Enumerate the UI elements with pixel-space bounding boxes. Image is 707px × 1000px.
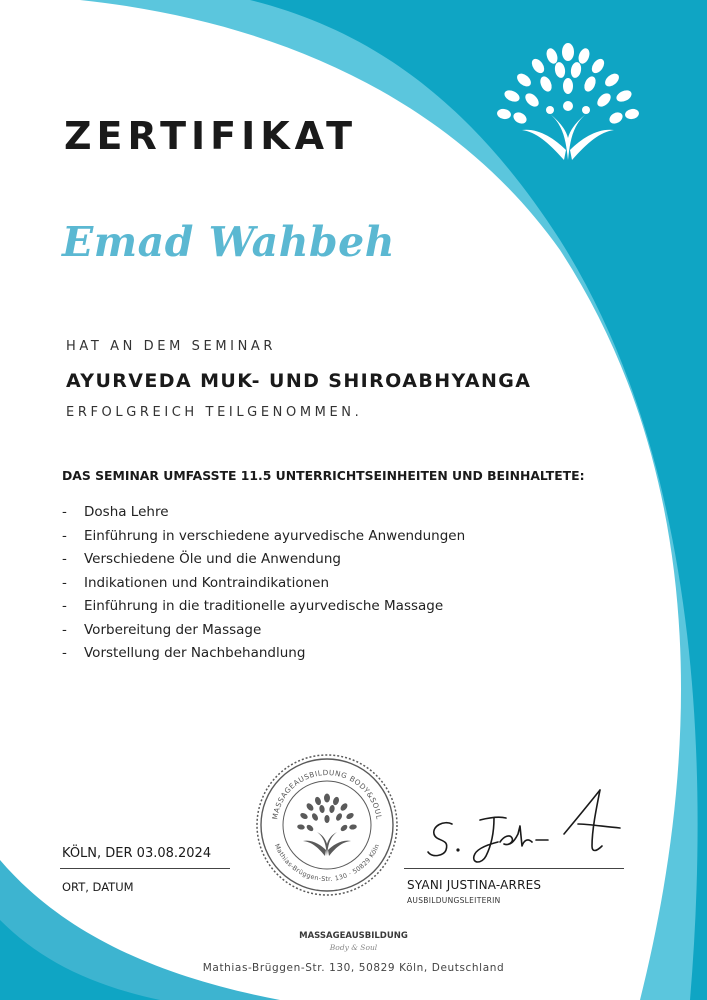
footer-brand: MASSAGEAUSBILDUNG bbox=[299, 931, 408, 941]
footer-tagline: Body & Soul bbox=[329, 943, 378, 952]
list-item bbox=[62, 622, 465, 646]
topic-text: Einführung in verschiedene ayurvedische Anwendungen bbox=[84, 527, 466, 544]
topic-text: Verschiedene Öle und die Anwendung bbox=[84, 551, 341, 567]
stamp-bottom-text: Mathias-Brüggen-Str. 130 · 50829 Köln bbox=[272, 842, 382, 884]
footer-address: Mathias-Brüggen-Str. 130, 50829 Köln, Deutschland bbox=[202, 962, 505, 974]
list-bullet: - bbox=[62, 574, 67, 591]
tree-of-life-icon bbox=[488, 42, 648, 162]
topic-list bbox=[62, 504, 465, 669]
signer-role: AUSBILDUNGSLEITERIN bbox=[407, 896, 501, 905]
handwritten-signature bbox=[424, 786, 634, 866]
list-bullet: - bbox=[62, 504, 67, 520]
list-item bbox=[62, 528, 465, 552]
seminar-scope-heading: DAS SEMINAR UMFASSTE 11.5 UNTERRICHTSEINHEITEN UND BEINHALTETE: bbox=[62, 468, 585, 483]
place-date-label: ORT, DATUM bbox=[62, 880, 134, 894]
list-bullet: - bbox=[62, 527, 67, 544]
place-date-line bbox=[60, 868, 230, 869]
topic-text: Dosha Lehre bbox=[84, 504, 169, 520]
place-date-value: KÖLN, DER 03.08.2024 bbox=[62, 846, 212, 861]
topic-text: Vorstellung der Nachbehandlung bbox=[84, 645, 306, 661]
signer-name: SYANI JUSTINA-ARRES bbox=[407, 878, 542, 892]
stamp-tree-icon bbox=[297, 794, 357, 857]
list-bullet: - bbox=[62, 621, 67, 638]
list-bullet: - bbox=[62, 551, 67, 567]
list-bullet: - bbox=[62, 645, 67, 661]
topic-text: Einführung in die traditionelle ayurvedische Massage bbox=[84, 598, 444, 614]
seminar-title: AYURVEDA MUK- UND SHIROABHYANGA bbox=[66, 370, 532, 392]
topic-text: Vorbereitung der Massage bbox=[84, 621, 262, 638]
list-item bbox=[62, 575, 465, 599]
recipient-name: Emad Wahbeh bbox=[62, 218, 396, 266]
list-item bbox=[62, 551, 465, 575]
certificate-title: ZERTIFIKAT bbox=[64, 114, 358, 158]
list-item bbox=[62, 645, 465, 669]
list-bullet: - bbox=[62, 598, 67, 614]
official-stamp bbox=[254, 752, 400, 898]
intro-text: HAT AN DEM SEMINAR bbox=[66, 339, 277, 354]
completion-text: ERFOLGREICH TEILGENOMMEN. bbox=[66, 405, 363, 420]
list-item bbox=[62, 504, 465, 528]
topic-text: Indikationen und Kontraindikationen bbox=[84, 574, 330, 591]
list-item bbox=[62, 598, 465, 622]
signature-line bbox=[404, 868, 624, 869]
stamp-top-text: MASSAGEAUSBILDUNG BODY&SOUL bbox=[270, 767, 384, 821]
